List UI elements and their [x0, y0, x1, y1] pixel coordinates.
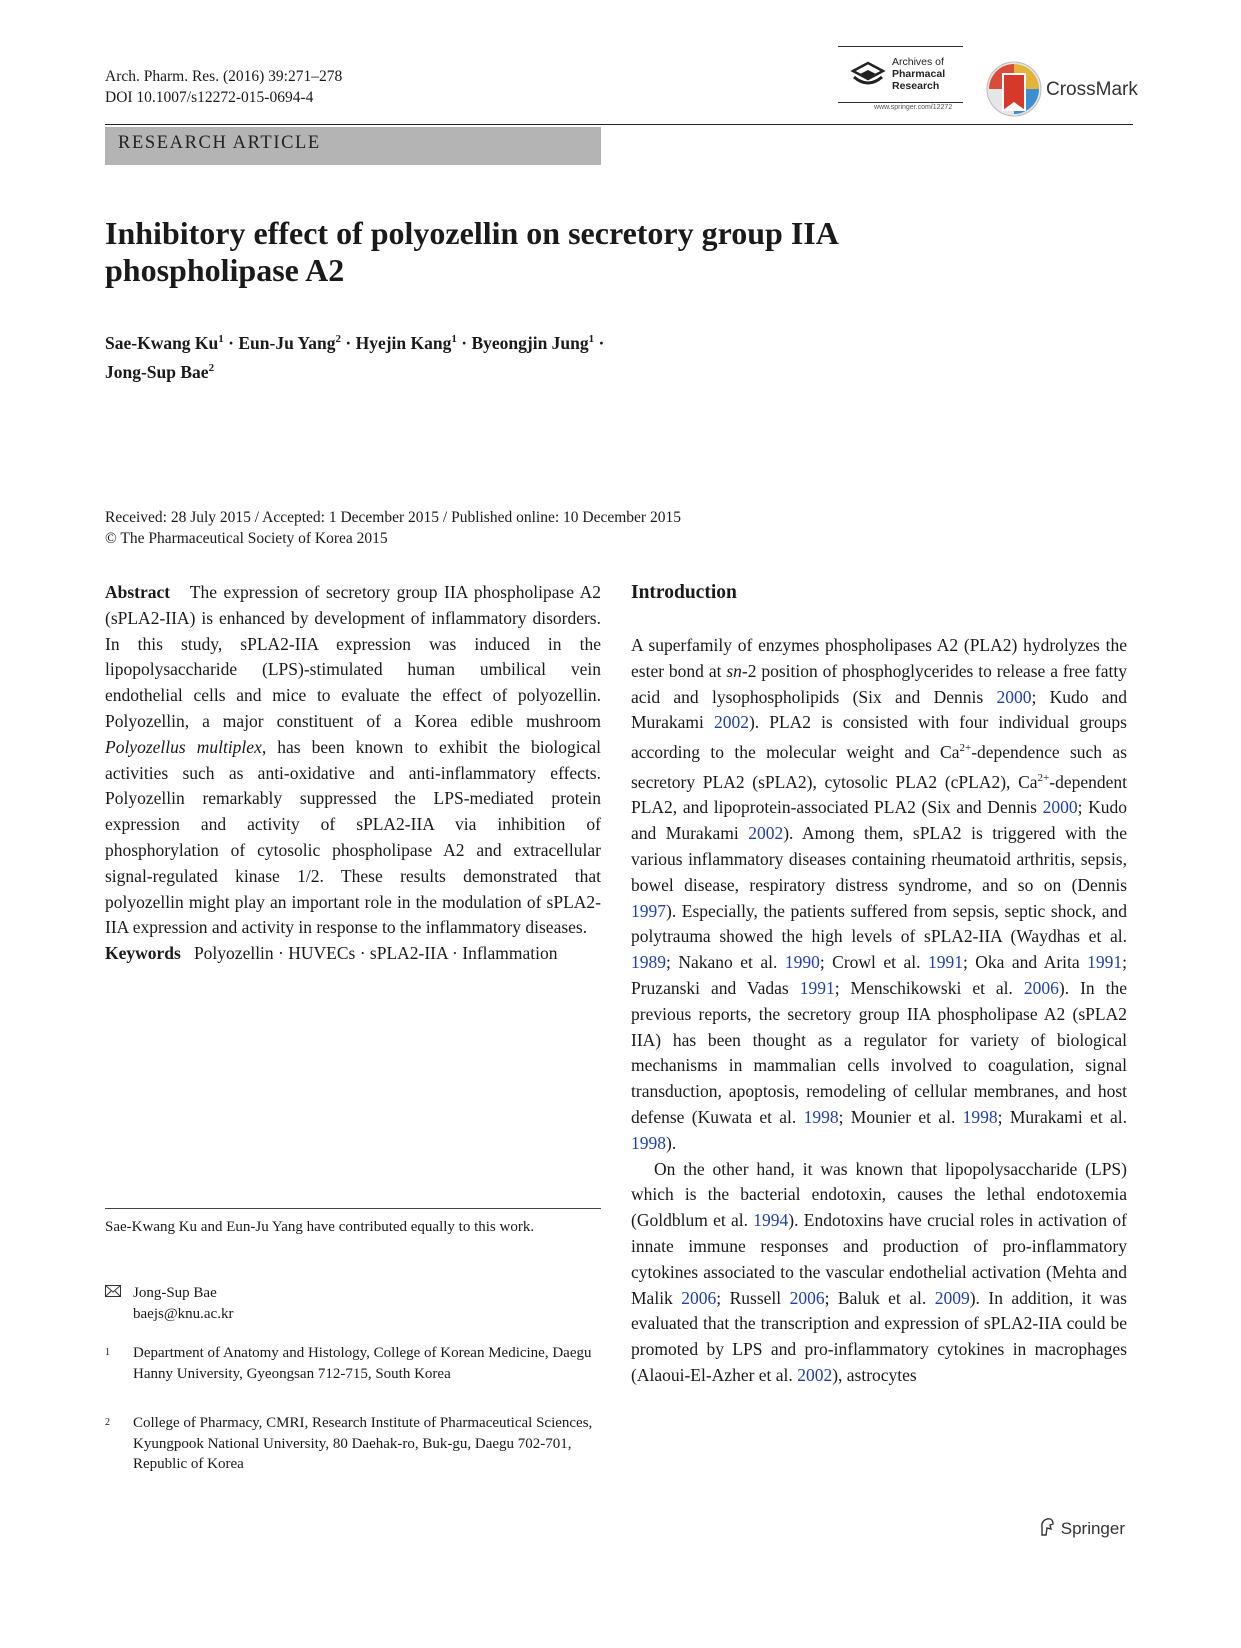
author-name[interactable]: Jong-Sup Bae — [105, 361, 209, 382]
paragraph-text: ; Mounier et al. — [838, 1107, 963, 1127]
crossmark-label[interactable]: CrossMark — [1046, 79, 1138, 100]
author-name[interactable]: Byeongjin Jung — [471, 332, 589, 353]
author-separator: · — [223, 332, 239, 353]
paragraph-text: ; Nakano et al. — [666, 952, 785, 973]
keywords-heading: Keywords — [105, 943, 181, 964]
affiliation-text: College of Pharmacy, CMRI, Research Institute of Pharmaceutical Sciences, Kyungpook National University, 80 Daehak-ro, Buk-gu, Daegu 702-701, Republic of Korea — [133, 1415, 593, 1472]
equal-contribution-note: Sae-Kwang Ku and Eun-Ju Yang have contributed equally to this work. — [105, 1219, 535, 1235]
citation-link[interactable]: 1991 — [799, 978, 835, 999]
citation-link[interactable]: 1991 — [1087, 952, 1123, 973]
paragraph-text: ). In the previous reports, the secretory group IIA phospholipase A2 (sPLA2 IIA) has been thought as a regulator for variety of biological mechanisms in mammalian cells involved to coagulation, signal transduction, apoptosis, remodeling of cellular membranes, and host defense (Kuwata et al. — [631, 978, 1128, 1127]
article-title — [105, 215, 1005, 289]
journal-logo[interactable] — [838, 46, 963, 114]
logo-line1: Archives of — [892, 56, 944, 68]
abstract-text-a: The expression of secretory group IIA phospholipase A2 (sPLA2-IIA) is enhanced by development of inflammatory disorders. In this study, sPLA2-IIA expression was induced in the lipopolysaccharide (LPS)-stimulated human umbilical vein endothelial cells and mice to evaluate the effect of polyozellin. Polyozellin, a major constituent of a Korea edible mushroom — [105, 582, 602, 731]
article-type: RESEARCH ARTICLE — [118, 133, 321, 153]
introduction-heading: Introduction — [631, 582, 737, 603]
citation-link[interactable]: 1997 — [631, 900, 666, 921]
author-separator: · — [594, 332, 605, 353]
paragraph-text: -dependent PLA2, and lipoprotein-associated PLA2 (Six and Dennis — [631, 771, 1127, 818]
citation-link[interactable]: 1991 — [927, 952, 963, 973]
paragraph-text: ), astrocytes — [832, 1364, 917, 1385]
superscript: 2+ — [1037, 771, 1050, 784]
paragraph-text: ). In addition, it was evaluated that the transcription and expression of sPLA2-IIA could be promoted by LPS and pro-inflammatory cytokines in macrophages (Alaoui-El-Azher et al. — [631, 1287, 1127, 1385]
envelope-icon[interactable] — [105, 1283, 125, 1304]
title-line2: phospholipase A2 — [105, 252, 345, 288]
abstract — [105, 580, 601, 941]
citation-link[interactable]: 1998 — [631, 1132, 666, 1153]
citation-link[interactable]: 2009 — [934, 1287, 970, 1308]
species-name: Polyozellus multiplex — [105, 736, 262, 757]
affiliation-mark: 2 — [105, 1417, 110, 1428]
footnote-rule — [105, 1208, 601, 1209]
paragraph-text: ). PLA2 is consisted with four individual groups according to the molecular weight and Ca — [631, 712, 1127, 763]
book-hands-icon — [850, 59, 886, 94]
author-name[interactable]: Hyejin Kang — [355, 332, 452, 353]
paragraph-text: ). Among them, sPLA2 is triggered with the various inflammatory diseases containing rheumatoid arthritis, sepsis, bowel disease, respiratory distress syndrome, and so on (Dennis — [631, 823, 1127, 895]
corresponding-name: Jong-Sup Bae — [133, 1285, 217, 1301]
copyright: © The Pharmaceutical Society of Korea 2015 — [105, 530, 388, 547]
paragraph-text: ; Murakami et al. — [997, 1107, 1128, 1127]
doi: DOI 10.1007/s12272-015-0694-4 — [105, 89, 314, 106]
introduction-paragraph-2 — [631, 1157, 1127, 1389]
author-name[interactable]: Eun-Ju Yang — [238, 332, 336, 353]
journal-volume: Arch. Pharm. Res. (2016) 39:271–278 — [105, 68, 343, 85]
abstract-heading: Abstract — [105, 582, 171, 602]
left-column — [105, 580, 601, 967]
citation-link[interactable]: 1998 — [803, 1107, 839, 1127]
citation-link[interactable]: 2000 — [996, 686, 1032, 707]
author-name[interactable]: Sae-Kwang Ku — [105, 332, 219, 353]
corresponding-email[interactable]: baejs@knu.ac.kr — [133, 1305, 234, 1322]
paragraph-text: A superfamily of enzymes phospholipases A2 (PLA2) hydrolyzes the ester bond at — [631, 635, 1127, 681]
paragraph-text: ; Oka and Arita — [962, 952, 1088, 973]
springer-horse-icon — [1038, 1519, 1061, 1538]
citation-link[interactable]: 2006 — [681, 1287, 717, 1308]
author-affiliation-mark: 2 — [335, 333, 341, 345]
keywords-text: Polyozellin · HUVECs · sPLA2-IIA · Inflammation — [193, 943, 558, 964]
citation-link[interactable]: 1990 — [784, 952, 820, 973]
paragraph-text: ; Crowl et al. — [819, 952, 928, 973]
paragraph-text: -2 position of phosphoglycerides to release a free fatty acid and lysophospholipids (Six and Dennis — [631, 660, 1128, 707]
author-affiliation-mark: 2 — [208, 361, 215, 374]
author-separator: · — [456, 332, 472, 353]
citation-link[interactable]: 2006 — [789, 1287, 825, 1308]
header-rule — [105, 124, 1133, 125]
abstract-text-b: , has been known to exhibit the biological activities such as anti-oxidative and anti-inflammatory effects. Polyozellin remarkably suppressed the LPS-mediated protein expression and activity of sPLA2-IIA via inhibition of phosphorylation of cytosolic phospholipase A2 and extracellular signal-regulated kinase 1/2. These results demonstrated that polyozellin might play an important role in the modulation of sPLA2-IIA expression and activity in response to the inflammatory diseases. — [105, 736, 602, 938]
author-affiliation-mark: 1 — [218, 333, 224, 345]
citation-link[interactable]: 1994 — [753, 1210, 789, 1231]
paragraph-text: ; Menschikowski et al. — [834, 978, 1024, 999]
paragraph-text: ; Pruzanski and Vadas — [631, 952, 1127, 999]
title-line1: Inhibitory effect of polyozellin on secretory group IIA — [105, 215, 839, 251]
citation-link[interactable]: 1998 — [962, 1107, 998, 1127]
citation-link[interactable]: 2006 — [1023, 978, 1059, 999]
affiliation-mark: 1 — [105, 1347, 110, 1358]
author-separator: · — [340, 332, 356, 353]
logo-line3: Research — [892, 80, 940, 92]
superscript: 2+ — [959, 742, 972, 755]
paragraph-text: On the other hand, it was known that lipopolysaccharide (LPS) which is the bacterial endotoxin, causes the lethal endotoxemia (Goldblum et al. — [631, 1158, 1127, 1231]
affiliation-text: Department of Anatomy and Histology, College of Korean Medicine, Daegu Hanny University, Gyeongsan 712-715, South Korea — [133, 1345, 592, 1382]
paragraph-text: ; Baluk et al. — [824, 1287, 935, 1308]
paragraph-text: ). Endotoxins have crucial roles in activation of innate immune responses and production of pro-inflammatory cytokines associated to the vascular endothelial activation (Mehta and Malik — [631, 1210, 1128, 1308]
journal-citation — [105, 66, 342, 108]
logo-line2: Pharmacal — [892, 68, 946, 80]
crossmark-icon[interactable] — [985, 60, 1043, 123]
history-dates: Received: 28 July 2015 / Accepted: 1 December 2015 / Published online: 10 December 2015 — [105, 509, 681, 526]
citation-link[interactable]: 2000 — [1042, 797, 1078, 818]
paragraph-text: ). Especially, the patients suffered from sepsis, septic shock, and polytrauma showed the high levels of sPLA2-IIA (Waydhas et al. — [631, 900, 1127, 947]
introduction-paragraph-1 — [631, 633, 1127, 1157]
author-affiliation-mark: 1 — [588, 333, 595, 345]
right-column — [631, 580, 1127, 1389]
citation-link[interactable]: 2002 — [797, 1364, 833, 1385]
italic-text: sn — [726, 660, 742, 681]
paragraph-text: ; Kudo and Murakami — [631, 686, 1127, 733]
paragraph-text: ; Kudo and Murakami — [631, 797, 1127, 844]
publication-dates — [105, 507, 681, 549]
paragraph-text: ). — [666, 1132, 677, 1153]
publisher-name: Springer — [1060, 1519, 1125, 1538]
keywords — [105, 941, 601, 967]
paragraph-text: ; Russell — [716, 1287, 790, 1308]
paragraph-text: -dependence such as secretory PLA2 (sPLA2), cytosolic PLA2 (cPLA2), Ca — [631, 742, 1127, 792]
publisher-logo — [1038, 1517, 1125, 1539]
citation-link[interactable]: 2002 — [713, 712, 749, 733]
author-list — [105, 327, 865, 385]
author-affiliation-mark: 1 — [451, 333, 457, 345]
citation-link[interactable]: 1989 — [631, 952, 666, 973]
logo-url[interactable]: www.springer.com/12272 — [874, 104, 953, 111]
citation-link[interactable]: 2002 — [748, 823, 784, 844]
